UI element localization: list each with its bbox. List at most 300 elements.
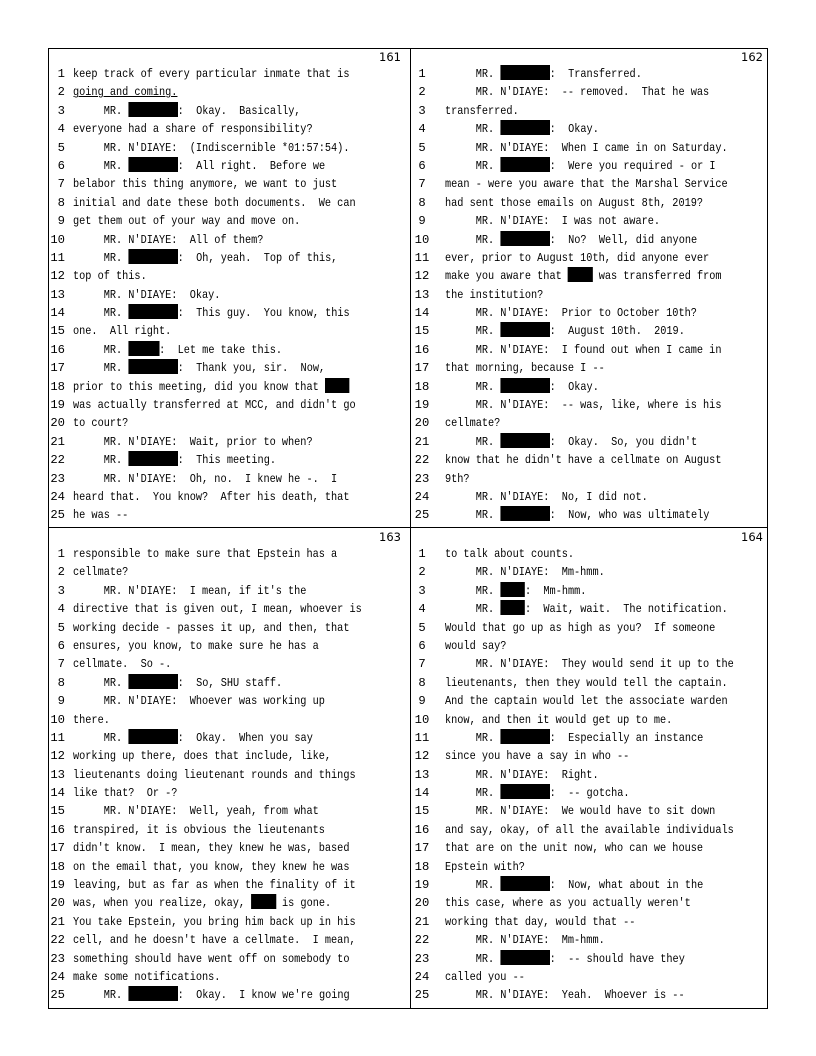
line-text [73, 433, 313, 451]
transcript-line [49, 950, 407, 968]
line-number: 1 [57, 67, 65, 81]
transcript-line [411, 322, 769, 340]
line-number: 11 [50, 730, 65, 745]
line-number: 8 [418, 195, 426, 210]
line-text [73, 950, 349, 968]
transcript-line [49, 175, 407, 193]
page-number: 163 [379, 530, 401, 544]
line-text [73, 396, 356, 414]
text-run: MR. [73, 342, 129, 357]
redaction-box [500, 120, 549, 135]
line-text [445, 359, 605, 377]
text-run: MR. N'DIAYE: -- removed. That he was [445, 85, 710, 100]
line-text [73, 304, 350, 322]
transcript-line [411, 876, 769, 894]
transcript-line [49, 931, 407, 949]
text-run: And the captain would let the associate warden [445, 694, 728, 709]
line-number: 19 [414, 878, 430, 893]
line-number: 4 [418, 602, 426, 617]
redaction-box [500, 231, 549, 246]
text-run: MR. N'DIAYE: I found out when I came in [445, 342, 722, 357]
line-number: 15 [414, 804, 430, 819]
text-run: MR. N'DIAYE: Oh, no. I knew he -. I [73, 471, 338, 486]
transcript-line [49, 249, 407, 267]
transcript-line [411, 968, 769, 986]
transcript-line [49, 674, 407, 692]
line-text [445, 563, 605, 581]
line-text [73, 894, 331, 912]
text-run: was transferred from [592, 269, 722, 284]
line-text [445, 322, 685, 340]
line-number: 20 [414, 416, 430, 431]
line-number: 11 [414, 250, 430, 265]
text-run: MR. [445, 158, 501, 173]
line-text [445, 600, 728, 618]
transcript-line [411, 451, 769, 469]
text-run: know that he didn't have a cellmate on August [445, 453, 722, 468]
line-text [445, 968, 525, 986]
line-text [445, 65, 642, 83]
text-run: MR. [73, 250, 129, 265]
line-text [445, 913, 635, 931]
text-run: MR. N'DIAYE: Wait, prior to when? [73, 434, 313, 449]
line-number: 22 [414, 933, 430, 948]
text-run: cellmate? [73, 565, 129, 580]
text-run: going and coming. [73, 85, 178, 100]
transcript-line [49, 876, 407, 894]
transcript-line [49, 968, 407, 986]
transcript-line [411, 396, 769, 414]
line-number: 2 [418, 85, 426, 100]
line-text [445, 286, 543, 304]
transcript-line [49, 655, 407, 673]
line-number: 22 [414, 453, 430, 468]
line-text [73, 931, 356, 949]
line-text [445, 341, 721, 359]
transcript-line [49, 194, 407, 212]
line-text [445, 747, 629, 765]
line-number: 10 [50, 232, 65, 247]
redaction-box [500, 950, 549, 965]
line-number: 9 [57, 214, 65, 229]
line-text [73, 692, 325, 710]
line-number: 3 [57, 583, 65, 598]
text-run: MR. N'DIAYE: We would have to sit down [445, 804, 716, 819]
line-text [445, 582, 586, 600]
text-run: MR. [445, 67, 501, 81]
text-run: transpired, it is obvious the lieutenants [73, 822, 325, 837]
text-run: : Now, what about in the [549, 878, 704, 893]
text-run: : Okay. Basically, [177, 103, 301, 118]
line-text [445, 120, 599, 138]
transcript-line [411, 821, 769, 839]
text-run: : This meeting. [177, 453, 276, 468]
transcript-line [49, 378, 407, 396]
text-run: : -- should have they [549, 951, 685, 966]
text-run: working decide - passes it up, and then, that [73, 620, 350, 635]
line-text [73, 249, 337, 267]
line-number: 12 [414, 269, 430, 284]
redaction-box [128, 157, 177, 172]
text-run: : Okay. [549, 122, 599, 137]
transcript-line [411, 784, 769, 802]
line-text [445, 139, 728, 157]
line-text [445, 157, 716, 175]
line-text [445, 802, 715, 820]
transcript-line [411, 747, 769, 765]
text-run: MR. [445, 324, 501, 339]
line-text [445, 729, 703, 747]
line-text [73, 729, 313, 747]
line-number: 9 [418, 214, 426, 229]
text-run: MR. [73, 988, 129, 1003]
redaction-box [128, 986, 177, 1001]
page-lines [411, 545, 769, 1005]
text-run: : Transferred. [549, 67, 642, 81]
text-run: : Okay. I know we're going [177, 988, 350, 1003]
transcript-line [49, 231, 407, 249]
line-text [445, 637, 506, 655]
text-run: MR. [445, 602, 501, 617]
line-text [73, 488, 349, 506]
transcript-line [49, 711, 407, 729]
transcript-line [411, 711, 769, 729]
transcript-line [411, 655, 769, 673]
text-run: MR. [73, 730, 129, 745]
line-text [73, 821, 325, 839]
text-run: : This guy. You know, this [177, 306, 350, 321]
line-text [445, 986, 685, 1004]
line-number: 19 [50, 878, 65, 893]
transcript-line [49, 637, 407, 655]
line-text [73, 913, 356, 931]
line-number: 6 [418, 638, 426, 653]
text-run: to court? [73, 416, 129, 431]
transcript-line [411, 931, 769, 949]
line-number: 6 [57, 638, 65, 653]
line-number: 21 [414, 434, 430, 449]
line-text [73, 451, 276, 469]
redaction-box [500, 600, 525, 615]
transcript-line [49, 729, 407, 747]
redaction-box [500, 876, 549, 891]
line-number: 15 [50, 804, 65, 819]
text-run: : Thank you, sir. Now, [177, 361, 326, 376]
line-text [73, 839, 349, 857]
transcript-line [411, 563, 769, 581]
line-text [445, 545, 574, 563]
transcript-line [411, 102, 769, 120]
transcript-line [411, 545, 769, 563]
line-text [445, 766, 599, 784]
text-run: MR. N'DIAYE: When I came in on Saturday. [445, 140, 728, 155]
text-run: You take Epstein, you bring him back up in his [73, 914, 356, 929]
text-run: that are on the unit now, who can we house [445, 841, 704, 856]
transcript-line [49, 545, 407, 563]
transcript-line [411, 619, 769, 637]
transcript-line [49, 83, 407, 101]
line-number: 16 [50, 342, 65, 357]
redaction-box [500, 65, 549, 80]
text-run: Epstein with? [445, 859, 525, 874]
transcript-line [49, 839, 407, 857]
redaction-box [500, 729, 549, 744]
text-run: MR. N'DIAYE: Well, yeah, from what [73, 804, 319, 819]
text-run: mean - were you aware that the Marshal Service [445, 177, 728, 192]
transcript-line [411, 83, 769, 101]
line-text [445, 950, 685, 968]
line-number: 4 [57, 602, 65, 617]
line-text [73, 194, 356, 212]
text-run: : Wait, wait. The notification. [524, 602, 728, 617]
redaction-box [128, 304, 177, 319]
text-run: MR. N'DIAYE: All of them? [73, 232, 264, 247]
line-number: 8 [57, 675, 65, 690]
text-run: responsible to make sure that Epstein has a [73, 547, 338, 561]
text-run: MR. N'DIAYE: Prior to October 10th? [445, 306, 697, 321]
transcript-line [49, 359, 407, 377]
text-run: MR. N'DIAYE: I mean, if it's the [73, 583, 307, 598]
line-number: 11 [50, 250, 65, 265]
text-run: and say, okay, of all the available individuals [445, 822, 734, 837]
text-run: ensures, you know, to make sure he has a [73, 638, 319, 653]
redaction-box [128, 674, 177, 689]
line-text [73, 858, 349, 876]
line-number: 4 [57, 122, 65, 137]
transcript-line [49, 396, 407, 414]
transcript-line [411, 894, 769, 912]
line-number: 10 [414, 232, 430, 247]
text-run: MR. N'DIAYE: (Indiscernible *01:57:54). [73, 140, 350, 155]
line-number: 24 [414, 489, 430, 504]
text-run: : Okay. When you say [177, 730, 313, 745]
transcript-line [49, 433, 407, 451]
text-run: MR. [445, 583, 501, 598]
text-run: MR. N'DIAYE: Yeah. Whoever is -- [445, 988, 685, 1003]
line-number: 15 [414, 324, 430, 339]
line-text [445, 83, 709, 101]
text-run: lieutenants, then they would tell the captain. [445, 675, 728, 690]
text-run: MR. N'DIAYE: Mm-hmm. [445, 565, 605, 580]
line-number: 24 [50, 489, 65, 504]
transcript-line [411, 212, 769, 230]
transcript-grid [48, 48, 768, 1009]
line-text [73, 83, 177, 101]
transcript-line [49, 65, 407, 83]
line-number: 24 [50, 969, 65, 984]
page-lines [49, 545, 407, 1005]
transcript-line [411, 582, 769, 600]
text-run: the institution? [445, 287, 544, 302]
transcript-line [49, 212, 407, 230]
line-number: 22 [50, 933, 65, 948]
line-text [73, 711, 110, 729]
line-number: 16 [414, 822, 430, 837]
line-number: 17 [50, 841, 65, 856]
line-text [445, 378, 599, 396]
transcript-line [411, 802, 769, 820]
line-text [73, 637, 319, 655]
transcript-line [49, 821, 407, 839]
transcript-line [411, 194, 769, 212]
line-number: 25 [414, 508, 430, 523]
text-run: everyone had a share of responsibility? [73, 122, 313, 137]
line-text [73, 378, 350, 396]
line-number: 8 [57, 195, 65, 210]
text-run: MR. N'DIAYE: Mm-hmm. [445, 933, 605, 948]
line-text [73, 600, 362, 618]
text-run: called you -- [445, 969, 525, 984]
transcript-line [411, 120, 769, 138]
text-run: MR. [73, 675, 129, 690]
line-text [445, 470, 470, 488]
transcript-line [411, 414, 769, 432]
line-text [73, 619, 349, 637]
line-number: 17 [414, 361, 430, 376]
line-number: 1 [418, 547, 426, 561]
line-number: 3 [57, 103, 65, 118]
line-text [73, 157, 325, 175]
text-run: MR. [73, 453, 129, 468]
redaction-box [325, 378, 350, 393]
redaction-box [500, 433, 549, 448]
line-text [73, 139, 349, 157]
transcript-line [411, 488, 769, 506]
line-number: 23 [50, 951, 65, 966]
text-run: MR. [445, 232, 501, 247]
line-number: 22 [50, 453, 65, 468]
text-run: heard that. You know? After his death, that [73, 489, 350, 504]
line-text [73, 986, 350, 1004]
transcript-line [411, 600, 769, 618]
line-number: 4 [418, 122, 426, 137]
text-run: since you have a say in who -- [445, 749, 630, 764]
text-run: MR. [73, 361, 129, 376]
transcript-line [49, 341, 407, 359]
transcript-line [411, 766, 769, 784]
line-number: 17 [50, 361, 65, 376]
text-run: : Especially an instance [549, 730, 704, 745]
transcript-line [411, 157, 769, 175]
transcript-line [49, 894, 407, 912]
text-run: there. [73, 712, 110, 727]
line-number: 23 [50, 471, 65, 486]
transcript-line [49, 120, 407, 138]
text-run: : So, SHU staff. [177, 675, 283, 690]
transcript-line [411, 65, 769, 83]
line-number: 6 [418, 158, 426, 173]
line-text [73, 506, 128, 524]
transcript-line [49, 784, 407, 802]
text-run: MR. [445, 878, 501, 893]
line-text [73, 102, 301, 120]
transcript-line [49, 802, 407, 820]
line-number: 23 [414, 471, 430, 486]
line-number: 12 [50, 749, 65, 764]
line-text [73, 286, 220, 304]
transcript-line [49, 470, 407, 488]
transcript-line [49, 766, 407, 784]
text-run: MR. [445, 951, 501, 966]
transcript-line [49, 986, 407, 1004]
page-number: 161 [379, 50, 401, 64]
transcript-line [49, 322, 407, 340]
line-text [445, 451, 721, 469]
redaction-box [500, 378, 549, 393]
line-number: 20 [50, 416, 65, 431]
transcript-line [411, 286, 769, 304]
line-number: 3 [418, 103, 426, 118]
line-number: 23 [414, 951, 430, 966]
redaction-box [500, 506, 549, 521]
text-run: MR. [445, 122, 501, 137]
transcript-line [411, 470, 769, 488]
line-text [445, 304, 697, 322]
redaction-box [128, 249, 177, 264]
transcript-line [411, 913, 769, 931]
text-run: : All right. Before we [177, 158, 326, 173]
transcript-line [411, 674, 769, 692]
text-run: working that day, would that -- [445, 914, 636, 929]
transcript-line [49, 414, 407, 432]
transcript-page-163 [49, 529, 407, 1005]
line-text [73, 876, 356, 894]
redaction-box [500, 157, 549, 172]
transcript-line [49, 139, 407, 157]
line-text [73, 231, 263, 249]
line-number: 20 [50, 896, 65, 911]
line-text [445, 711, 672, 729]
text-run: MR. [445, 379, 501, 394]
line-text [73, 655, 171, 673]
line-number: 21 [50, 434, 65, 449]
line-number: 10 [414, 712, 430, 727]
line-number: 17 [414, 841, 430, 856]
line-number: 10 [50, 712, 65, 727]
text-run: MR. [73, 103, 129, 118]
transcript-line [411, 433, 769, 451]
line-number: 3 [418, 583, 426, 598]
line-text [73, 784, 177, 802]
transcript-line [49, 286, 407, 304]
line-number: 16 [50, 822, 65, 837]
line-text [73, 766, 356, 784]
text-run: ever, prior to August 10th, did anyone ever [445, 250, 710, 265]
transcript-line [411, 506, 769, 524]
transcript-line [49, 157, 407, 175]
transcript-line [411, 950, 769, 968]
line-number: 19 [50, 398, 65, 413]
transcript-line [49, 267, 407, 285]
line-text [445, 249, 709, 267]
line-text [445, 692, 728, 710]
text-run: would say? [445, 638, 507, 653]
line-number: 13 [414, 767, 430, 782]
text-run: was actually transferred at MCC, and didn't go [73, 398, 356, 413]
line-text [445, 839, 703, 857]
line-number: 8 [418, 675, 426, 690]
text-run: MR. N'DIAYE: Okay. [73, 287, 221, 302]
text-run: to talk about counts. [445, 547, 575, 561]
text-run: MR. [73, 158, 129, 173]
transcript-line [49, 619, 407, 637]
redaction-box [500, 784, 549, 799]
line-text [73, 341, 282, 359]
transcript-line [411, 139, 769, 157]
line-number: 21 [414, 914, 430, 929]
transcript-page-164 [411, 529, 769, 1005]
text-run: : Okay. [549, 379, 599, 394]
